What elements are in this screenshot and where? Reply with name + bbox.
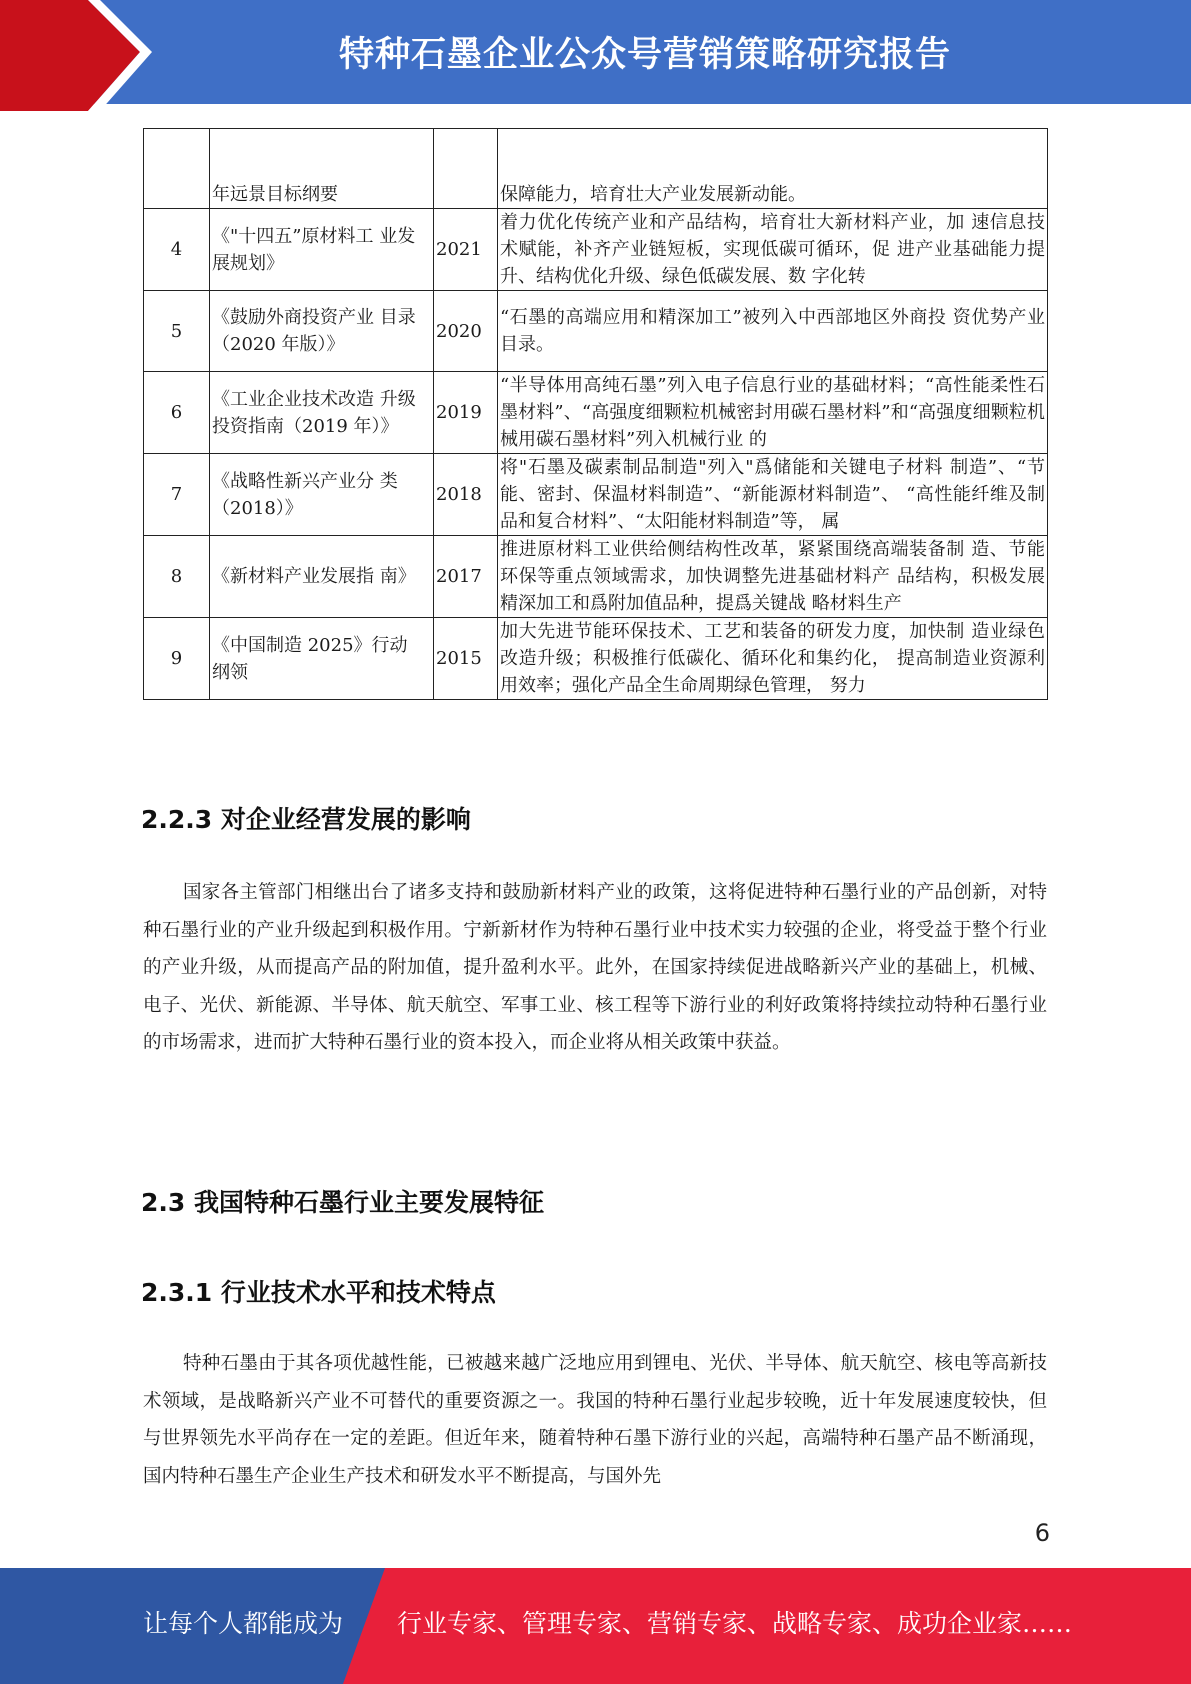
cell-description-text: 着力优化传统产业和产品结构，培育壮大新材料产业，加 速信息技术赋能，补齐产业链短板，实现低碳可循环，促 进产业基础能力提升、结构优化升级、绿色低碳发展、数 字化转 <box>500 212 1045 287</box>
table-row <box>144 291 1048 372</box>
cell-description-text: “石墨的高端应用和精深加工”被列入中西部地区外商投 资优势产业目录。 <box>500 307 1045 355</box>
footer-slogan-left: 让每个人都能成为 <box>143 1609 344 1638</box>
cell-description <box>498 291 1048 372</box>
cell-number: 8 <box>144 536 210 618</box>
footer-slogan-right: 行业专家、管理专家、营销专家、战略专家、成功企业家…… <box>397 1609 1073 1638</box>
cell-year <box>434 129 498 209</box>
cell-year: 2018 <box>434 454 498 536</box>
table-row <box>144 372 1048 454</box>
cell-description-text: 加大先进节能环保技术、工艺和装备的研发力度，加快制 造业绿色改造升级；积极推行低碳化、循环化和集约化， 提高制造业资源利用效率；强化产品全生命周期绿色管理， 努力 <box>500 621 1045 696</box>
table-row <box>144 209 1048 291</box>
cell-policy-name: 《工业企业技术改造 升级投资指南（2019 年）》 <box>210 372 434 454</box>
cell-policy-name: 《新材料产业发展指 南》 <box>210 536 434 618</box>
cell-number: 5 <box>144 291 210 372</box>
cell-number: 4 <box>144 209 210 291</box>
section-paragraph-2-2-3: 国家各主管部门相继出台了诸多支持和鼓励新材料产业的政策，这将促进特种石墨行业的产品创新，对特种石墨行业的产业升级起到积极作用。宁新新材作为特种石墨行业中技术实力较强的企业，将受益于整个行业的产业升级，从而提高产品的附加值，提升盈利水平。此外，在国家持续促进战略新兴产业的基础上，机械、电子、光伏、新能源、半导体、航天航空、军事工业、核工程等下游行业的利好政策将持续拉动特种石墨行业的市场需求，进而扩大特种石墨行业的资本投入，而企业将从相关政策中获益。 <box>143 882 1047 1053</box>
table-row <box>144 129 1048 209</box>
cell-description <box>498 618 1048 700</box>
cell-year: 2017 <box>434 536 498 618</box>
cell-number: 6 <box>144 372 210 454</box>
cell-policy-name: 《鼓励外商投资产业 目录（2020 年版）》 <box>210 291 434 372</box>
cell-description-text: 将"石墨及碳素制品制造"列入"爲储能和关键电子材料 制造”、“节能、密封、保温材料制造”、“新能源材料制造”、 “高性能纤维及制品和复合材料”、“太阳能材料制造”等， 属 <box>500 457 1045 532</box>
report-title: 特种石墨企业公众号营销策略研究报告 <box>338 35 951 75</box>
cell-policy-name: 《"十四五”原材料工 业发展规划》 <box>210 209 434 291</box>
section-heading-2-2-3: 2.2.3 对企业经营发展的影响 <box>141 805 471 834</box>
cell-year: 2020 <box>434 291 498 372</box>
cell-policy-name: 《战略性新兴产业分 类（2018）》 <box>210 454 434 536</box>
page-number: 6 <box>1034 1519 1050 1547</box>
cell-description <box>498 536 1048 618</box>
page-footer <box>0 1568 1191 1684</box>
table-row <box>144 536 1048 618</box>
cell-description <box>498 372 1048 454</box>
policy-table <box>143 128 1048 700</box>
cell-description-text: “半导体用高纯石墨”列入电子信息行业的基础材料；“高性能柔性石墨材料”、“高强度细颗粒机械密封用碳石墨材料”和“高强度细颗粒机械用碳石墨材料”列入机械行业 的 <box>500 375 1045 450</box>
section-heading-2-3: 2.3 我国特种石墨行业主要发展特征 <box>141 1188 544 1217</box>
cell-year: 2019 <box>434 372 498 454</box>
cell-number: 7 <box>144 454 210 536</box>
cell-policy-name: 年远景目标纲要 <box>210 129 434 209</box>
cell-year: 2021 <box>434 209 498 291</box>
cell-description <box>498 209 1048 291</box>
cell-description: 保障能力，培育壮大产业发展新动能。 <box>498 129 1048 209</box>
cell-description-text: 推进原材料工业供给侧结构性改革，紧紧围绕高端装备制 造、节能环保等重点领域需求，加快调整先进基础材料产 品结构，积极发展精深加工和爲附加值品种，提爲关键战 略材料生产 <box>500 539 1045 614</box>
section-paragraph-2-3-1: 特种石墨由于其各项优越性能，已被越来越广泛地应用到锂电、光伏、半导体、航天航空、核电等高新技术领域，是战略新兴产业不可替代的重要资源之一。我国的特种石墨行业起步较晚，近十年发展速度较快，但与世界领先水平尚存在一定的差距。但近年来，随着特种石墨下游行业的兴起，高端特种石墨产品不断涌现，国内特种石墨生产企业生产技术和研发水平不断提高，与国外先 <box>143 1353 1047 1487</box>
cell-description <box>498 454 1048 536</box>
page-header <box>0 0 1191 111</box>
section-heading-2-3-1: 2.3.1 行业技术水平和技术特点 <box>141 1278 496 1307</box>
cell-number: 9 <box>144 618 210 700</box>
cell-year: 2015 <box>434 618 498 700</box>
cell-policy-name: 《中国制造 2025》行动 纲领 <box>210 618 434 700</box>
table-row <box>144 618 1048 700</box>
table-row <box>144 454 1048 536</box>
cell-number <box>144 129 210 209</box>
